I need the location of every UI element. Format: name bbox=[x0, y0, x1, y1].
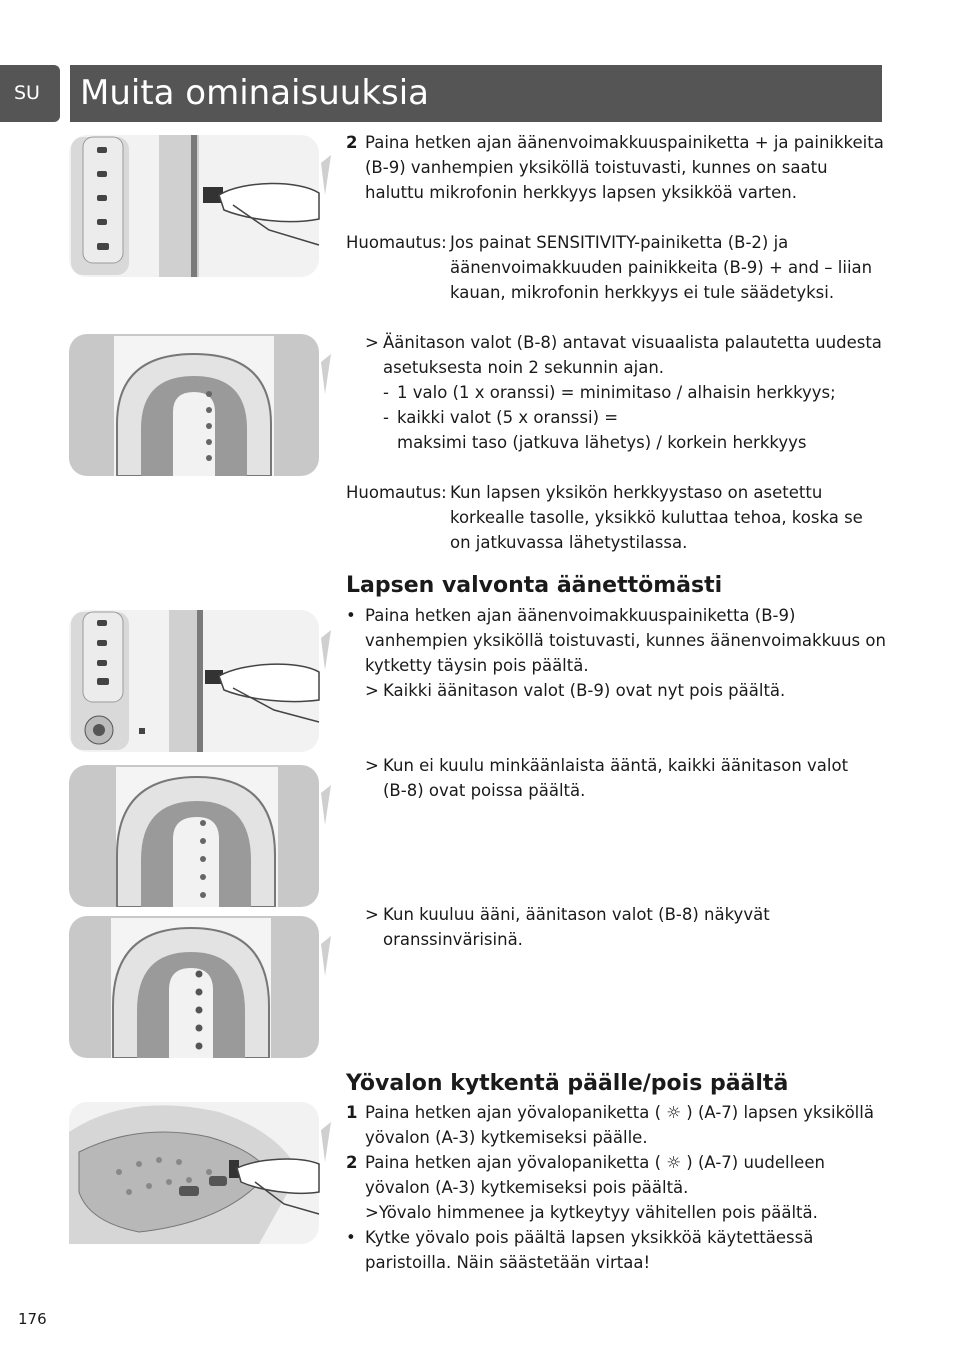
figure-level-lights-3 bbox=[69, 916, 331, 1058]
note-line: korkealle tasolle, yksikkö kuluttaa tehoa, koska se bbox=[450, 508, 863, 527]
bullet-line: paristoilla. Näin säästetään virtaa! bbox=[365, 1253, 651, 1272]
section-silent-monitoring-sound bbox=[346, 902, 886, 952]
note-line: äänenvoimakkuuden painikkeita (B-9) + and – liian bbox=[450, 258, 873, 277]
note-line: Jos painat SENSITIVITY-painiketta (B-2) ja bbox=[450, 233, 789, 252]
step-line: haluttu mikrofonin herkkyys lapsen yksikköä varten. bbox=[365, 183, 797, 202]
figure-level-lights-2 bbox=[69, 765, 331, 907]
figure-parent-unit-side-1 bbox=[69, 135, 331, 277]
dash-marker: - bbox=[383, 383, 389, 402]
note-line: on jatkuvassa lähetystilassa. bbox=[450, 533, 688, 552]
result-line: asetuksesta noin 2 sekunnin ajan. bbox=[383, 358, 665, 377]
section-heading-night-light: Yövalon kytkentä päälle/pois päältä bbox=[346, 1071, 789, 1096]
figure-level-lights-1 bbox=[69, 334, 331, 476]
step-line: yövalon (A-3) kytkemiseksi päälle. bbox=[365, 1128, 648, 1147]
note-line: Kun lapsen yksikön herkkyystaso on asetettu bbox=[450, 483, 823, 502]
result-line: Kun ei kuulu minkäänlaista ääntä, kaikki äänitason valot bbox=[383, 756, 849, 775]
result-line: Äänitason valot (B-8) antavat visuaalista palautetta uudesta bbox=[383, 333, 882, 352]
page-number: 176 bbox=[18, 1310, 47, 1328]
section-heading-silent-monitoring: Lapsen valvonta äänettömästi bbox=[346, 573, 723, 598]
page-title: Muita ominaisuuksia bbox=[70, 65, 882, 122]
step-number: 2 bbox=[346, 1153, 358, 1172]
result-line: >Yövalo himmenee ja kytkeytyy vähitellen pois päältä. bbox=[365, 1203, 818, 1222]
result-marker: > bbox=[365, 756, 379, 775]
result-marker: > bbox=[365, 333, 379, 352]
bullet: • bbox=[346, 1228, 356, 1247]
section-silent-monitoring bbox=[346, 603, 886, 803]
note-label: Huomautus: bbox=[346, 233, 447, 252]
result-line: (B-8) ovat poissa päältä. bbox=[383, 781, 586, 800]
result-line: Kaikki äänitason valot (B-9) ovat nyt pois päältä. bbox=[383, 681, 786, 700]
dash-line: 1 valo (1 x oranssi) = minimitaso / alhaisin herkkyys; bbox=[397, 383, 836, 402]
figure-night-light-button bbox=[69, 1102, 331, 1244]
step-line: (B-9) vanhempien yksiköllä toistuvasti, kunnes on saatu bbox=[365, 158, 828, 177]
step-number: 1 bbox=[346, 1103, 358, 1122]
result-line: Kun kuuluu ääni, äänitason valot (B-8) näkyvät bbox=[383, 905, 770, 924]
step-line: yövalon (A-3) kytkemiseksi pois päältä. bbox=[365, 1178, 689, 1197]
note-label: Huomautus: bbox=[346, 483, 447, 502]
step-line: Paina hetken ajan yövalopaniketta ( ☼ ) (A-7) lapsen yksiköllä bbox=[365, 1103, 874, 1122]
dash-line: kaikki valot (5 x oranssi) = bbox=[397, 408, 619, 427]
result-line: oranssinvärisinä. bbox=[383, 930, 523, 949]
step-line: Paina hetken ajan äänenvoimakkuuspainiketta + ja painikkeita bbox=[365, 133, 884, 152]
bullet-line: Paina hetken ajan äänenvoimakkuuspainiketta (B-9) bbox=[365, 606, 796, 625]
section-night-light bbox=[346, 1100, 886, 1275]
figure-parent-unit-side-2 bbox=[69, 610, 331, 752]
bullet-line: vanhempien yksiköllä toistuvasti, kunnes äänenvoimakkuus on bbox=[365, 631, 886, 650]
dash-marker: - bbox=[383, 408, 389, 427]
language-tab: SU bbox=[0, 65, 60, 122]
result-marker: > bbox=[365, 905, 379, 924]
result-marker: > bbox=[365, 681, 379, 700]
note-line: kauan, mikrofonin herkkyys ei tule säädetyksi. bbox=[450, 283, 835, 302]
dash-line: maksimi taso (jatkuva lähetys) / korkein herkkyys bbox=[397, 433, 807, 452]
bullet-line: kytketty täysin pois päältä. bbox=[365, 656, 589, 675]
section-sensitivity bbox=[346, 130, 886, 555]
bullet: • bbox=[346, 606, 356, 625]
bullet-line: Kytke yövalo pois päältä lapsen yksikköä käytettäessä bbox=[365, 1228, 814, 1247]
step-line: Paina hetken ajan yövalopaniketta ( ☼ ) (A-7) uudelleen bbox=[365, 1153, 825, 1172]
step-number: 2 bbox=[346, 133, 358, 152]
